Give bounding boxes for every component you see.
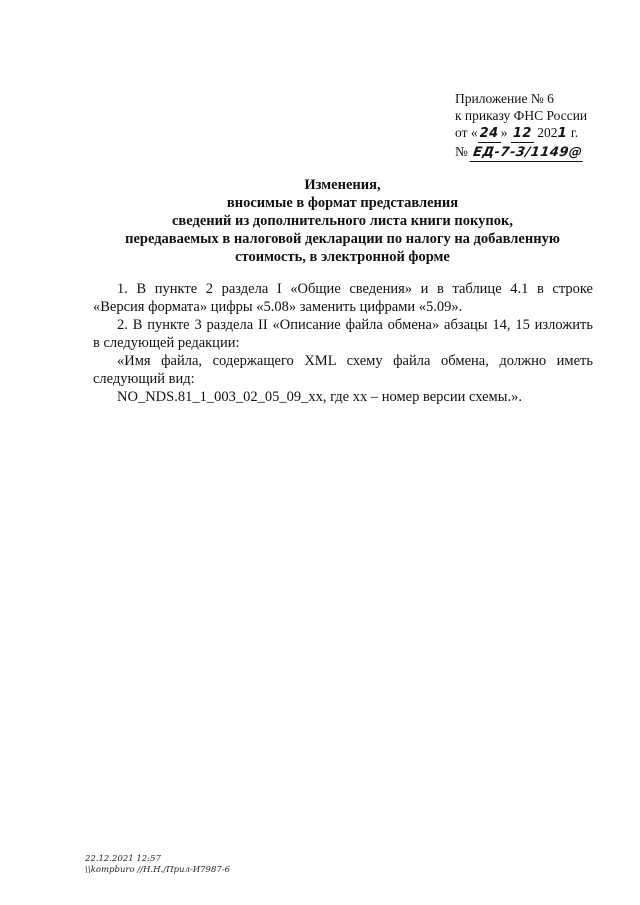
document-title: [70, 176, 615, 266]
year-prefix: 202: [533, 125, 558, 140]
order-date-line: [455, 124, 625, 143]
footer-file-path: \\kompburo //Н.Н./Прил-И7987-6: [85, 865, 231, 875]
title-line-1: Изменения,: [304, 177, 381, 193]
paragraph-1-line-1: 1. В пункте 2 раздела I «Общие сведения» и в таблице 4.1 в строке: [117, 281, 593, 297]
paragraph-2-line-2: в следующей редакции:: [93, 335, 240, 351]
paragraph-2: [93, 316, 593, 352]
handwritten-day: 24: [479, 126, 499, 141]
appendix-number: Приложение № 6: [455, 91, 554, 106]
date-suffix: г.: [567, 125, 579, 140]
handwritten-month: 12: [512, 126, 532, 141]
paragraph-4: [93, 388, 593, 406]
number-prefix: №: [455, 144, 472, 159]
paragraph-3-line-2: следующий вид:: [93, 371, 195, 387]
handwritten-year-digit: 1: [557, 125, 568, 141]
date-prefix: от «: [455, 125, 478, 140]
paragraph-2-line-1: 2. В пункте 3 раздела II «Описание файла обмена» абзацы 14, 15 изложить: [117, 317, 593, 333]
paragraph-3-line-1: «Имя файла, содержащего XML схему файла обмена, должно иметь: [117, 353, 593, 369]
footer-timestamp: 22.12.2021 12:57: [85, 854, 161, 864]
approval-header: [455, 90, 625, 162]
handwritten-order-number: ЕД-7-3/1149@: [470, 144, 586, 162]
title-line-2: вносимые в формат представления: [226, 195, 459, 211]
title-line-3: сведений из дополнительного листа книги покупок,: [172, 213, 513, 229]
order-number-line: [455, 143, 625, 162]
title-line-5: стоимость, в электронной форме: [235, 249, 450, 265]
document-body: [93, 280, 593, 406]
paragraph-3: [93, 352, 593, 388]
paragraph-1-line-2: «Версия формата» цифры «5.08» заменить цифрами «5.09».: [93, 299, 463, 315]
paragraph-1: [93, 280, 593, 316]
title-line-4: передаваемых в налоговой декларации по налогу на добавленную: [125, 231, 560, 247]
document-footer: [85, 854, 230, 876]
order-reference: к приказу ФНС России: [455, 108, 588, 123]
date-mid: »: [500, 125, 511, 140]
paragraph-4-line-1: NO_NDS.81_1_003_02_05_09_xx, где хх – номер версии схемы.».: [117, 389, 522, 405]
